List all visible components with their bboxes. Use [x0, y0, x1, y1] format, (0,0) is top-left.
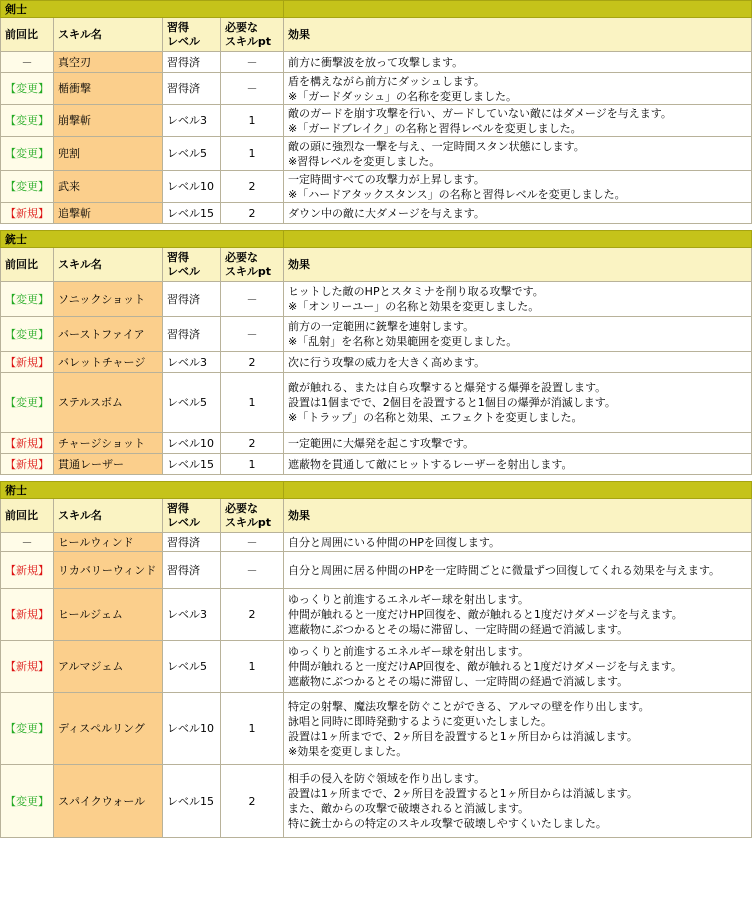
- header-pt: [221, 18, 284, 52]
- prev-status: 【変更】: [5, 114, 49, 127]
- skill-name: ステルスボム: [54, 373, 163, 433]
- effect-line: 敵が触れる、または自ら攻撃すると爆発する爆弾を設置します。: [288, 381, 607, 394]
- header-pt-line: スキルpt: [225, 34, 272, 48]
- header-level: [163, 248, 221, 282]
- skill-level: 習得済: [163, 282, 221, 317]
- skill-level: レベル15: [163, 203, 221, 224]
- skill-level: 習得済: [163, 52, 221, 73]
- skill-effect: [284, 105, 752, 137]
- effect-line: 遮蔽物にぶつかるとその場に滞留し、一定時間の経過で消滅します。: [288, 675, 629, 688]
- prev-status: 【新規】: [5, 457, 49, 471]
- section-title-row: [1, 482, 752, 499]
- effect-line: 盾を構えながら前方にダッシュします。: [288, 74, 485, 88]
- section-title-row: [1, 1, 752, 18]
- prev-status: 【変更】: [5, 396, 49, 409]
- skill-effect: [284, 693, 752, 765]
- effect-line: ※「トラップ」の名称と効果、エフェクトを変更しました。: [288, 411, 583, 424]
- header-level-line: 習得: [167, 501, 189, 515]
- prev-status: 【新規】: [5, 355, 49, 369]
- skill-row: [1, 317, 752, 352]
- effect-line: 前方の一定範囲に銃撃を連射します。: [288, 320, 475, 333]
- effect-line: 自分と周囲に居る仲間のHPを一定時間ごとに微量ずつ回復してくれる効果を与えます。: [288, 563, 721, 577]
- skill-name: バーストファイア: [54, 317, 163, 352]
- effect-line: ゆっくりと前進するエネルギー球を射出します。: [288, 645, 530, 658]
- skill-name: 楯衝撃: [54, 73, 163, 105]
- effect-line: 自分と周囲にいる仲間のHPを回復します。: [288, 535, 501, 549]
- prev-cell: [1, 317, 54, 352]
- skill-effect: [284, 454, 752, 475]
- effect-line: 前方に衝撃波を放って攻撃します。: [288, 55, 464, 69]
- skill-row: [1, 552, 752, 589]
- header-prev: 前回比: [1, 248, 54, 282]
- skill-row: [1, 282, 752, 317]
- effect-line: ※「乱射」を名称と効果範囲を変更しました。: [288, 335, 518, 348]
- skill-row: [1, 105, 752, 137]
- prev-status: 【新規】: [5, 206, 49, 220]
- prev-cell: [1, 105, 54, 137]
- effect-line: 敵の頭に強烈な一撃を与え、一定時間スタン状態にします。: [288, 139, 585, 153]
- effect-line: 特定の射撃、魔法攻撃を防ぐことができる、アルマの壁を作り出します。: [288, 699, 650, 713]
- skill-effect: [284, 52, 752, 73]
- header-pt-line: 必要な: [225, 20, 258, 34]
- skill-name: スパイクウォール: [54, 765, 163, 838]
- skill-pt: －: [221, 552, 284, 589]
- skill-level: レベル15: [163, 454, 221, 475]
- effect-line: 詠唱と同時に即時発動するように変更いたしました。: [288, 714, 552, 728]
- skill-row: [1, 171, 752, 203]
- column-header-row: [1, 18, 752, 52]
- skill-effect: [284, 433, 752, 454]
- skill-row: [1, 589, 752, 641]
- skill-level: レベル3: [163, 589, 221, 641]
- effect-line: 遮蔽物にぶつかるとその場に滞留し、一定時間の経過で消滅します。: [288, 623, 629, 636]
- effect-line: ヒットした敵のHPとスタミナを削り取る攻撃です。: [288, 285, 544, 298]
- header-pt-line: スキルpt: [225, 515, 272, 529]
- skill-pt: 2: [221, 352, 284, 373]
- section-title-fill: [284, 231, 752, 248]
- prev-cell: [1, 352, 54, 373]
- skill-effect: [284, 552, 752, 589]
- prev-cell: [1, 52, 54, 73]
- column-header-row: [1, 499, 752, 533]
- skill-effect: [284, 317, 752, 352]
- skill-level: レベル10: [163, 693, 221, 765]
- prev-status: 【変更】: [5, 82, 49, 95]
- skill-pt: －: [221, 52, 284, 73]
- prev-cell: [1, 433, 54, 454]
- skill-level: 習得済: [163, 552, 221, 589]
- skill-pt: 2: [221, 203, 284, 224]
- skill-name: 武来: [54, 171, 163, 203]
- skill-name: バレットチャージ: [54, 352, 163, 373]
- skill-level: レベル5: [163, 137, 221, 171]
- skill-level: レベル15: [163, 765, 221, 838]
- section-gap: [1, 224, 752, 231]
- header-effect: 効果: [284, 248, 752, 282]
- effect-line: ※効果を変更しました。: [288, 744, 408, 758]
- section-title-row: [1, 231, 752, 248]
- effect-line: ※「オンリーユー」の名称と効果を変更しました。: [288, 300, 540, 313]
- effect-line: ※「ハードアタックスタンス」の名称と習得レベルを変更しました。: [288, 187, 626, 201]
- prev-cell: [1, 641, 54, 693]
- skill-effect: [284, 137, 752, 171]
- header-level-line: 習得: [167, 250, 189, 264]
- prev-cell: [1, 454, 54, 475]
- skill-name: ヒールウィンド: [54, 533, 163, 552]
- section-title-fill: [284, 1, 752, 18]
- skill-name: アルマジェム: [54, 641, 163, 693]
- prev-status: 【変更】: [5, 794, 49, 808]
- skill-effect: [284, 589, 752, 641]
- skill-level: 習得済: [163, 317, 221, 352]
- header-pt: [221, 499, 284, 533]
- skill-effect: [284, 533, 752, 552]
- header-level-line: レベル: [167, 34, 200, 48]
- skill-level: レベル3: [163, 105, 221, 137]
- skill-name: 兜割: [54, 137, 163, 171]
- prev-cell: [1, 171, 54, 203]
- effect-line: 相手の侵入を防ぐ領域を作り出します。: [288, 772, 486, 785]
- header-prev: 前回比: [1, 18, 54, 52]
- header-pt: [221, 248, 284, 282]
- column-header-row: [1, 248, 752, 282]
- header-level-line: レベル: [167, 515, 200, 529]
- effect-line: 仲間が触れると一度だけAP回復を、敵が触れると1度だけダメージを与えます。: [288, 660, 683, 673]
- effect-line: 特に銃士からの特定のスキル攻撃で破壊しやすくいたしました。: [288, 817, 607, 830]
- prev-status: 【変更】: [5, 292, 49, 306]
- skill-pt: 1: [221, 641, 284, 693]
- effect-line: ゆっくりと前進するエネルギー球を射出します。: [288, 593, 530, 606]
- skill-row: [1, 641, 752, 693]
- effect-line: ダウン中の敵に大ダメージを与えます。: [288, 206, 485, 220]
- skill-effect: [284, 373, 752, 433]
- skill-effect: [284, 171, 752, 203]
- prev-status: 【変更】: [5, 327, 49, 341]
- skill-effect: [284, 765, 752, 838]
- header-prev: 前回比: [1, 499, 54, 533]
- prev-status: 【変更】: [5, 147, 49, 160]
- header-pt-line: 必要な: [225, 501, 258, 515]
- header-pt-line: スキルpt: [225, 264, 272, 278]
- skill-level: レベル5: [163, 373, 221, 433]
- skill-level: レベル3: [163, 352, 221, 373]
- skill-level: レベル10: [163, 433, 221, 454]
- header-name: スキル名: [54, 499, 163, 533]
- prev-status: 【変更】: [5, 180, 49, 193]
- skill-name: 真空刃: [54, 52, 163, 73]
- prev-cell: [1, 73, 54, 105]
- prev-status: －: [21, 535, 33, 549]
- header-level: [163, 499, 221, 533]
- skill-pt: 1: [221, 454, 284, 475]
- skill-effect: [284, 203, 752, 224]
- effect-line: 仲間が触れると一度だけHP回復を、敵が触れると1度だけダメージを与えます。: [288, 608, 683, 621]
- effect-line: 設置は1個までで、2個目を設置すると1個目の爆弾が消滅します。: [288, 396, 616, 409]
- skill-level: 習得済: [163, 533, 221, 552]
- skill-row: [1, 533, 752, 552]
- skill-effect: [284, 352, 752, 373]
- skill-name: ソニックショット: [54, 282, 163, 317]
- skill-pt: －: [221, 533, 284, 552]
- header-level: [163, 18, 221, 52]
- prev-cell: [1, 203, 54, 224]
- skill-row: [1, 352, 752, 373]
- prev-cell: [1, 552, 54, 589]
- skill-effect: [284, 641, 752, 693]
- effect-line: 設置は1ヶ所までで、2ヶ所目を設置すると1ヶ所目からは消滅します。: [288, 787, 638, 800]
- section-title: 銃士: [1, 231, 284, 248]
- section-title-fill: [284, 482, 752, 499]
- skill-pt: 1: [221, 105, 284, 137]
- effect-line: 設置は1ヶ所までで、2ヶ所目を設置すると1ヶ所目からは消滅します。: [288, 729, 638, 743]
- prev-cell: [1, 282, 54, 317]
- prev-status: 【新規】: [5, 660, 49, 673]
- skill-row: [1, 73, 752, 105]
- header-level-line: レベル: [167, 264, 200, 278]
- skill-effect: [284, 73, 752, 105]
- effect-line: 一定範囲に大爆発を起こす攻撃です。: [288, 436, 475, 450]
- skill-name: 貫通レーザー: [54, 454, 163, 475]
- skill-row: [1, 454, 752, 475]
- skill-level: レベル5: [163, 641, 221, 693]
- skill-name: ヒールジェム: [54, 589, 163, 641]
- section-title: 術士: [1, 482, 284, 499]
- header-name: スキル名: [54, 18, 163, 52]
- effect-line: ※「ガードダッシュ」の名称を変更しました。: [288, 89, 517, 103]
- effect-line: ※習得レベルを変更しました。: [288, 154, 441, 168]
- effect-line: 遮蔽物を貫通して敵にヒットするレーザーを射出します。: [288, 457, 573, 471]
- skill-pt: 2: [221, 589, 284, 641]
- effect-line: また、敵からの攻撃で破壊されると消滅します。: [288, 802, 530, 815]
- skill-pt: －: [221, 282, 284, 317]
- skill-row: [1, 137, 752, 171]
- section-title: 剣士: [1, 1, 284, 18]
- skill-pt: 2: [221, 765, 284, 838]
- skill-level: レベル10: [163, 171, 221, 203]
- skill-row: [1, 433, 752, 454]
- prev-status: 【新規】: [5, 608, 49, 621]
- skill-row: [1, 373, 752, 433]
- skill-effect: [284, 282, 752, 317]
- skill-row: [1, 693, 752, 765]
- prev-cell: [1, 589, 54, 641]
- section-gap: [1, 475, 752, 482]
- effect-line: 敵のガードを崩す攻撃を行い、ガードしていない敵にはダメージを与えます。: [288, 106, 672, 120]
- prev-cell: [1, 693, 54, 765]
- prev-cell: [1, 765, 54, 838]
- skill-pt: 1: [221, 137, 284, 171]
- skill-row: [1, 52, 752, 73]
- effect-line: ※「ガードブレイク」の名称と習得レベルを変更しました。: [288, 121, 582, 135]
- prev-status: 【新規】: [5, 563, 49, 577]
- header-effect: 効果: [284, 499, 752, 533]
- skill-name: 崩撃斬: [54, 105, 163, 137]
- header-pt-line: 必要な: [225, 250, 258, 264]
- prev-status: 【変更】: [5, 722, 49, 735]
- skill-pt: 1: [221, 373, 284, 433]
- skill-pt: 2: [221, 171, 284, 203]
- effect-line: 一定時間すべての攻撃力が上昇します。: [288, 172, 485, 186]
- skill-row: [1, 203, 752, 224]
- skill-row: [1, 765, 752, 838]
- skill-pt: 1: [221, 693, 284, 765]
- skill-pt: 2: [221, 433, 284, 454]
- header-name: スキル名: [54, 248, 163, 282]
- prev-cell: [1, 533, 54, 552]
- effect-line: 次に行う攻撃の威力を大きく高めます。: [288, 355, 486, 369]
- skill-pt: －: [221, 73, 284, 105]
- header-effect: 効果: [284, 18, 752, 52]
- prev-cell: [1, 373, 54, 433]
- header-level-line: 習得: [167, 20, 189, 34]
- skill-name: リカバリーウィンド: [54, 552, 163, 589]
- skill-level: 習得済: [163, 73, 221, 105]
- skill-name: チャージショット: [54, 433, 163, 454]
- prev-status: 【新規】: [5, 436, 49, 450]
- skill-name: 追撃斬: [54, 203, 163, 224]
- prev-status: －: [21, 55, 33, 69]
- skill-name: ディスペルリング: [54, 693, 163, 765]
- skill-pt: －: [221, 317, 284, 352]
- prev-cell: [1, 137, 54, 171]
